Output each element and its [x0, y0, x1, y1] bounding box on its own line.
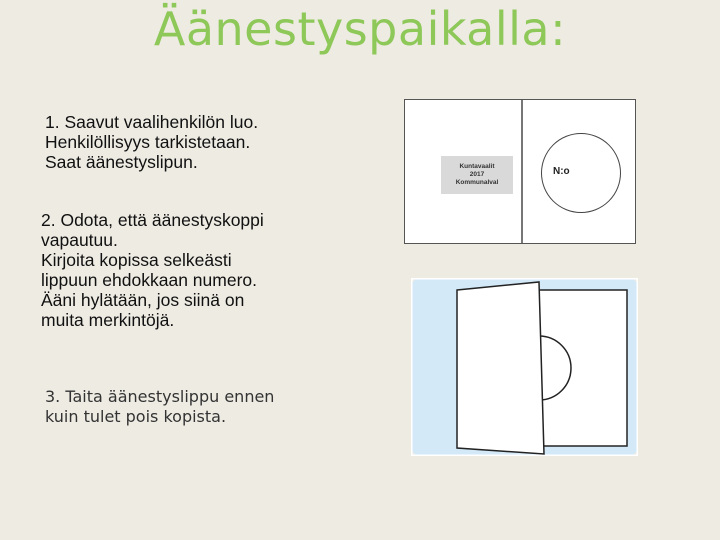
stamp-line-2: 2017 [469, 171, 485, 178]
number-label: N:o [553, 166, 570, 177]
step-1-text: 1. Saavut vaalihenkilön luo. Henkilöllisyys tarkistetaan. Saat äänestyslipun. [45, 112, 259, 172]
folding-ballot-illustration [411, 278, 638, 456]
step-2-text: 2. Odota, että äänestyskoppi vapautuu. Kirjoita kopissa selkeästi lippuun ehdokkaan numero. Ääni hylätään, jos siinä on muita merkintöjä. [41, 210, 264, 330]
ballot-fold-line [521, 100, 523, 243]
page-title: Äänestyspaikalla: [153, 2, 567, 56]
step-3-text: 3. Taita äänestyslippu ennen kuin tulet pois kopista. [45, 387, 275, 426]
stamp-line-1: Kuntavaalit [459, 163, 495, 170]
stamp-line-3: Kommunalval [455, 179, 499, 186]
folded-ballot-drawing [411, 278, 638, 456]
ballot-front-panel [457, 282, 544, 454]
ballot-illustration [404, 99, 636, 244]
ballot-back-panel [539, 290, 627, 446]
ballot-stamp [441, 156, 513, 194]
